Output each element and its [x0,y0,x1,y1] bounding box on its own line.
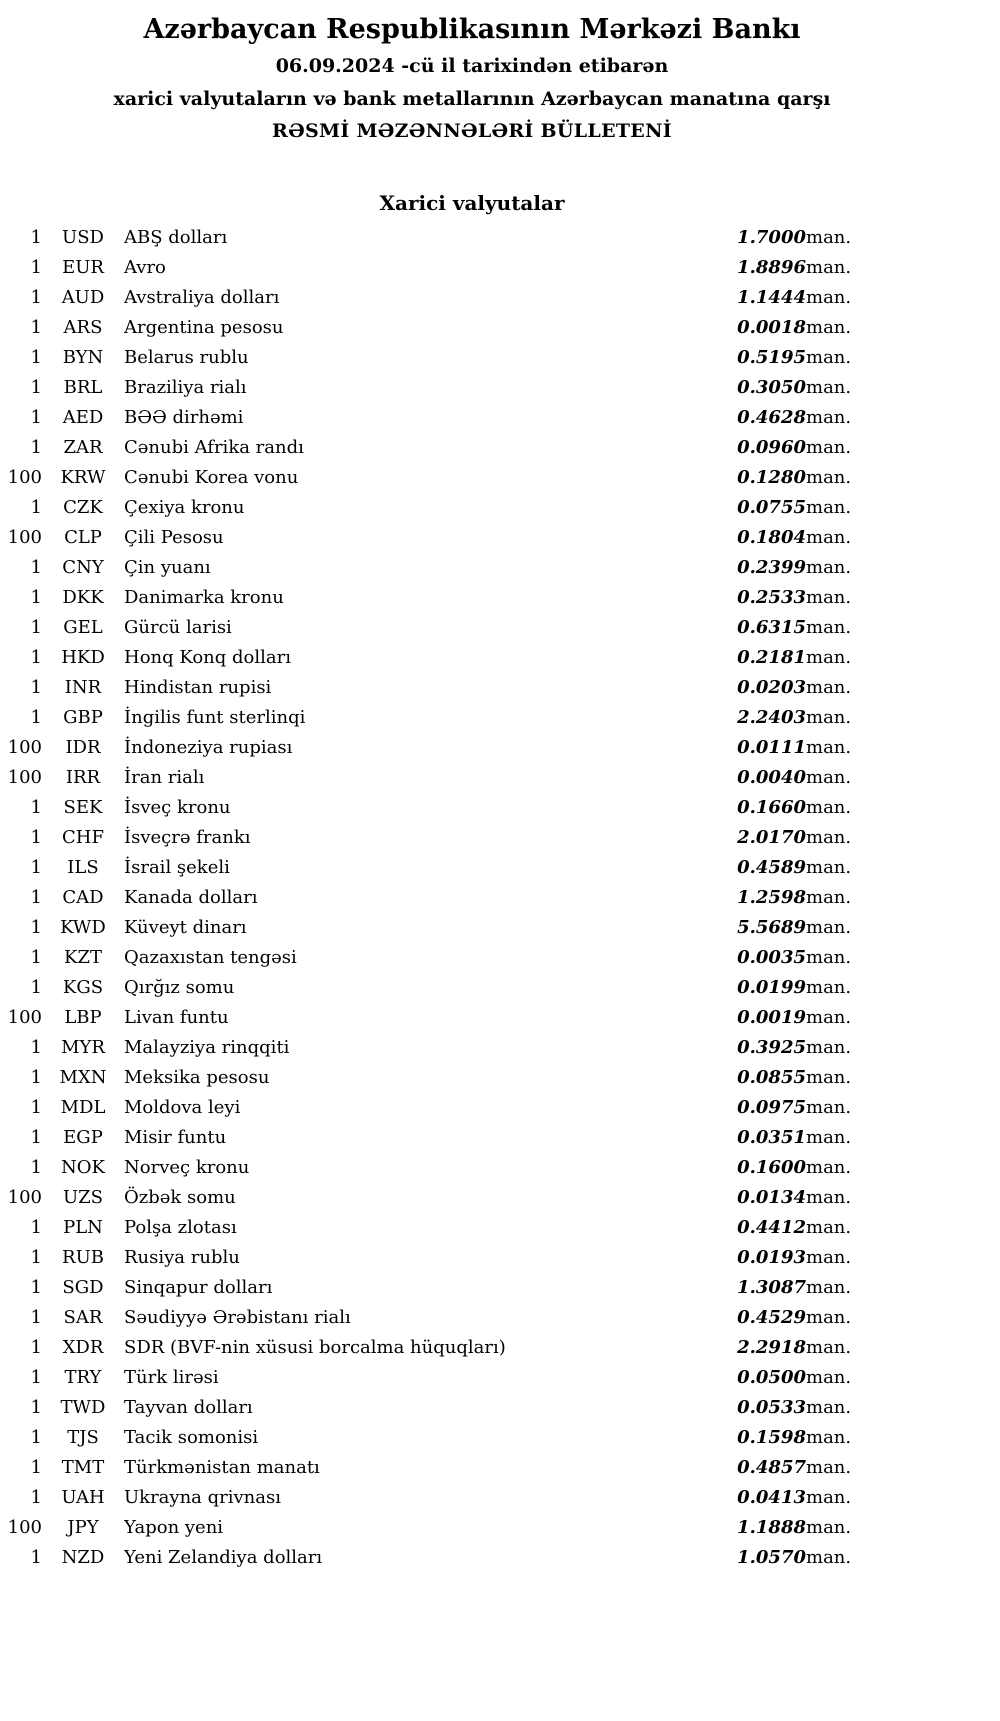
currency-code: CNY [62,556,104,578]
rate-row [0,1422,900,1452]
rate-row [0,252,900,282]
rate-value: 1.3087 [737,1276,806,1298]
currency-name: Ukrayna qrivnası [124,1486,281,1508]
rate-value: 2.2403 [737,706,806,728]
currency-code: NZD [61,1546,105,1568]
currency-code: DKK [62,586,104,608]
unit-label: man. [806,1066,852,1088]
rate-quantity: 1 [30,1456,42,1478]
unit-label: man. [806,286,852,308]
rate-value: 0.1660 [737,796,806,818]
currency-code: JPY [67,1516,99,1538]
currency-name: Özbək somu [124,1186,236,1208]
unit-label: man. [806,766,852,788]
rate-quantity: 1 [30,916,42,938]
currency-name: İsveçrə frankı [124,826,251,848]
currency-code: KRW [60,466,106,488]
rate-value: 0.2399 [737,556,806,578]
currency-name: Cənubi Afrika randı [124,436,304,458]
rate-quantity: 1 [30,1396,42,1418]
unit-label: man. [806,1276,852,1298]
rate-row [0,1182,900,1212]
currency-code: CLP [64,526,102,548]
unit-label: man. [806,466,852,488]
currency-name: Cənubi Korea vonu [124,466,299,488]
currency-code: UAH [61,1486,105,1508]
rates-table-body [0,222,900,1572]
section-title-foreign-currencies: Xarici valyutalar [379,191,565,215]
rate-row [0,612,900,642]
currency-code: CAD [62,886,104,908]
rate-row [0,492,900,522]
currency-code: MXN [59,1066,107,1088]
unit-label: man. [806,1546,852,1568]
rate-row [0,1362,900,1392]
unit-label: man. [806,856,852,878]
currency-code: UZS [62,1186,103,1208]
currency-name: Səudiyyə Ərəbistanı rialı [124,1306,351,1328]
rate-quantity: 1 [30,616,42,638]
rate-quantity: 100 [7,1516,42,1538]
unit-label: man. [806,826,852,848]
currency-name: Çexiya kronu [124,496,245,518]
rate-value: 0.0755 [737,496,806,518]
currency-code: XDR [62,1336,104,1358]
unit-label: man. [806,736,852,758]
unit-label: man. [806,1246,852,1268]
rate-quantity: 1 [30,706,42,728]
rate-quantity: 1 [30,406,42,428]
rate-value: 0.0351 [737,1126,806,1148]
rate-value: 0.0413 [737,1486,806,1508]
rate-value: 1.1888 [737,1516,806,1538]
currency-name: Yeni Zelandiya dolları [124,1546,323,1568]
effective-date-line: 06.09.2024 -cü il tarixindən etibarən [275,55,669,77]
rate-quantity: 1 [30,286,42,308]
currency-code: AUD [61,286,105,308]
scope-line: xarici valyutaların və bank metallarının Azərbaycan manatına qarşı [113,88,831,110]
unit-label: man. [806,916,852,938]
rate-quantity: 1 [30,1336,42,1358]
unit-label: man. [806,646,852,668]
unit-label: man. [806,496,852,518]
rate-value: 0.4857 [737,1456,806,1478]
currency-code: MDL [60,1096,106,1118]
unit-label: man. [806,526,852,548]
currency-code: NOK [61,1156,105,1178]
currency-name: Yapon yeni [124,1516,224,1538]
unit-label: man. [806,1036,852,1058]
rate-quantity: 1 [30,646,42,668]
rate-row [0,372,900,402]
rate-quantity: 1 [30,856,42,878]
rate-row [0,732,900,762]
rate-row [0,1152,900,1182]
currency-code: ZAR [63,436,103,458]
rate-row [0,312,900,342]
unit-label: man. [806,256,852,278]
rate-value: 0.6315 [737,616,806,638]
unit-label: man. [806,346,852,368]
unit-label: man. [806,676,852,698]
rate-value: 5.5689 [737,916,806,938]
currency-name: Çin yuanı [124,556,211,578]
unit-label: man. [806,586,852,608]
rate-value: 1.2598 [737,886,806,908]
rate-quantity: 1 [30,1096,42,1118]
currency-code: KWD [60,916,106,938]
currency-name: Polşa zlotası [124,1216,237,1238]
rate-row [0,912,900,942]
currency-name: Qazaxıstan tengəsi [124,946,297,968]
rate-row [0,402,900,432]
rate-value: 0.4412 [737,1216,806,1238]
currency-name: İsrail şekeli [124,856,230,878]
currency-code: PLN [63,1216,103,1238]
rate-value: 2.2918 [737,1336,806,1358]
rate-value: 0.0203 [737,676,806,698]
currency-name: Danimarka kronu [124,586,284,608]
unit-label: man. [806,1336,852,1358]
rate-value: 0.0018 [737,316,806,338]
rate-row [0,582,900,612]
currency-name: Livan funtu [124,1006,229,1028]
rate-value: 0.0019 [737,1006,806,1028]
unit-label: man. [806,1426,852,1448]
rate-value: 1.1444 [737,286,806,308]
rate-row [0,1482,900,1512]
unit-label: man. [806,1156,852,1178]
rate-quantity: 1 [30,1156,42,1178]
unit-label: man. [806,886,852,908]
currency-code: SEK [63,796,103,818]
rate-quantity: 1 [30,1486,42,1508]
currency-name: BƏƏ dirhəmi [124,406,244,428]
rate-row [0,282,900,312]
currency-code: ARS [63,316,103,338]
unit-label: man. [806,616,852,638]
currency-name: Malayziya rinqqiti [124,1036,290,1058]
currency-name: İngilis funt sterlinqi [124,706,306,728]
unit-label: man. [806,1486,852,1508]
unit-label: man. [806,406,852,428]
unit-label: man. [806,1216,852,1238]
rate-value: 0.0975 [737,1096,806,1118]
currency-code: BRL [63,376,103,398]
currency-code: SGD [62,1276,104,1298]
page-title: Azərbaycan Respublikasının Mərkəzi Bankı [143,14,801,45]
currency-name: Moldova leyi [124,1096,241,1118]
currency-name: Avro [124,256,166,278]
currency-code: ILS [67,856,99,878]
rate-row [0,1452,900,1482]
rate-row [0,222,900,252]
rate-quantity: 1 [30,556,42,578]
rate-row [0,1212,900,1242]
rate-value: 0.4628 [737,406,806,428]
currency-code: GEL [63,616,103,638]
currency-code: GBP [63,706,103,728]
rate-quantity: 1 [30,886,42,908]
unit-label: man. [806,436,852,458]
unit-label: man. [806,1516,852,1538]
currency-name: Hindistan rupisi [124,676,272,698]
rate-row [0,1272,900,1302]
currency-name: İsveç kronu [124,796,231,818]
currency-name: İran rialı [124,766,205,788]
rate-row [0,522,900,552]
currency-code: TWD [60,1396,106,1418]
currency-name: Qırğız somu [124,976,235,998]
currency-name: ABŞ dolları [124,226,228,248]
rate-row [0,672,900,702]
rate-value: 0.1598 [737,1426,806,1448]
rate-row [0,1302,900,1332]
currency-name: Meksika pesosu [124,1066,270,1088]
rate-row [0,702,900,732]
rate-value: 0.2533 [737,586,806,608]
currency-name: Rusiya rublu [124,1246,240,1268]
currency-code: KZT [64,946,102,968]
rate-quantity: 1 [30,826,42,848]
unit-label: man. [806,556,852,578]
unit-label: man. [806,316,852,338]
currency-code: EGP [63,1126,103,1148]
currency-code: IRR [65,766,101,788]
rate-value: 0.0199 [737,976,806,998]
rate-row [0,882,900,912]
currency-code: CHF [62,826,104,848]
rate-row [0,1002,900,1032]
rate-quantity: 100 [7,736,42,758]
rate-value: 0.1804 [737,526,806,548]
rate-value: 0.0193 [737,1246,806,1268]
currency-code: TRY [64,1366,102,1388]
rate-quantity: 1 [30,316,42,338]
rate-value: 1.7000 [737,226,806,248]
rate-quantity: 1 [30,976,42,998]
rate-quantity: 1 [30,496,42,518]
rate-row [0,1062,900,1092]
rate-row [0,942,900,972]
currency-code: AED [62,406,104,428]
unit-label: man. [806,976,852,998]
rate-row [0,1242,900,1272]
rate-quantity: 1 [30,946,42,968]
rate-row [0,1512,900,1542]
currency-name: Gürcü larisi [124,616,232,638]
rate-row [0,822,900,852]
rate-quantity: 1 [30,1246,42,1268]
currency-code: MYR [61,1036,105,1058]
unit-label: man. [806,226,852,248]
currency-code: USD [62,226,104,248]
rate-value: 0.0960 [737,436,806,458]
unit-label: man. [806,1186,852,1208]
rate-row [0,1542,900,1572]
currency-name: Sinqapur dolları [124,1276,273,1298]
unit-label: man. [806,1306,852,1328]
rate-value: 1.0570 [737,1546,806,1568]
rate-quantity: 1 [30,226,42,248]
rate-value: 0.4589 [737,856,806,878]
rate-quantity: 100 [7,1186,42,1208]
rate-row [0,552,900,582]
currency-name: Avstraliya dolları [124,286,280,308]
bulletin-title-line: RƏSMİ MƏZƏNNƏLƏRİ BÜLLETENİ [272,120,672,142]
currency-name: İndoneziya rupiası [124,736,293,758]
currency-name: SDR (BVF-nin xüsusi borcalma hüquqları) [124,1336,506,1358]
unit-label: man. [806,796,852,818]
currency-name: Belarus rublu [124,346,249,368]
rate-quantity: 1 [30,1426,42,1448]
unit-label: man. [806,1366,852,1388]
rate-value: 2.0170 [737,826,806,848]
rate-row [0,642,900,672]
rate-value: 0.0500 [737,1366,806,1388]
rate-quantity: 1 [30,1366,42,1388]
rate-quantity: 1 [30,796,42,818]
unit-label: man. [806,1396,852,1418]
rate-quantity: 1 [30,1276,42,1298]
unit-label: man. [806,1096,852,1118]
currency-code: EUR [62,256,104,278]
rate-quantity: 100 [7,526,42,548]
currency-name: Braziliya rialı [124,376,247,398]
rate-value: 0.0035 [737,946,806,968]
rate-value: 0.1600 [737,1156,806,1178]
rate-value: 0.3925 [737,1036,806,1058]
currency-code: CZK [63,496,103,518]
rate-row [0,462,900,492]
rate-value: 1.8896 [737,256,806,278]
currency-name: Misir funtu [124,1126,227,1148]
currency-name: Norveç kronu [124,1156,250,1178]
rate-quantity: 1 [30,1306,42,1328]
rate-quantity: 100 [7,466,42,488]
currency-code: KGS [62,976,104,998]
unit-label: man. [806,1126,852,1148]
rate-quantity: 1 [30,436,42,458]
rate-row [0,1122,900,1152]
rate-value: 0.3050 [737,376,806,398]
rate-quantity: 1 [30,676,42,698]
currency-code: BYN [62,346,104,368]
rate-value: 0.0134 [737,1186,806,1208]
currency-code: TMT [61,1456,105,1478]
rate-quantity: 1 [30,1036,42,1058]
unit-label: man. [806,946,852,968]
rate-quantity: 1 [30,1546,42,1568]
unit-label: man. [806,1006,852,1028]
unit-label: man. [806,706,852,728]
currency-name: Türkmənistan manatı [124,1456,320,1478]
rate-quantity: 1 [30,346,42,368]
rate-quantity: 100 [7,766,42,788]
rate-row [0,762,900,792]
rate-value: 0.0855 [737,1066,806,1088]
rate-quantity: 100 [7,1006,42,1028]
rate-quantity: 1 [30,1216,42,1238]
rate-row [0,1092,900,1122]
rate-row [0,432,900,462]
rate-value: 0.4529 [737,1306,806,1328]
currency-name: Kanada dolları [124,886,258,908]
rate-row [0,342,900,372]
rate-quantity: 1 [30,256,42,278]
currency-code: LBP [64,1006,102,1028]
rate-value: 0.0111 [737,736,806,758]
rate-value: 0.2181 [737,646,806,668]
unit-label: man. [806,1456,852,1478]
currency-name: Çili Pesosu [124,526,224,548]
rate-value: 0.5195 [737,346,806,368]
currency-name: Honq Konq dolları [124,646,291,668]
currency-code: RUB [62,1246,104,1268]
rate-row [0,1332,900,1362]
currency-name: Tayvan dolları [124,1396,253,1418]
rate-row [0,1032,900,1062]
rate-value: 0.0533 [737,1396,806,1418]
rate-row [0,792,900,822]
currency-name: Türk lirəsi [124,1366,219,1388]
rate-row [0,972,900,1002]
currency-code: INR [64,676,102,698]
currency-code: HKD [61,646,105,668]
currency-code: IDR [65,736,101,758]
rate-value: 0.0040 [737,766,806,788]
unit-label: man. [806,376,852,398]
rate-quantity: 1 [30,586,42,608]
currency-code: TJS [67,1426,99,1448]
currency-name: Argentina pesosu [124,316,284,338]
rate-row [0,1392,900,1422]
currency-name: Tacik somonisi [124,1426,259,1448]
rate-value: 0.1280 [737,466,806,488]
currency-name: Küveyt dinarı [124,916,247,938]
rate-quantity: 1 [30,376,42,398]
rate-quantity: 1 [30,1126,42,1148]
rate-row [0,852,900,882]
exchange-rates-table [0,222,900,1572]
rate-quantity: 1 [30,1066,42,1088]
currency-code: SAR [63,1306,103,1328]
